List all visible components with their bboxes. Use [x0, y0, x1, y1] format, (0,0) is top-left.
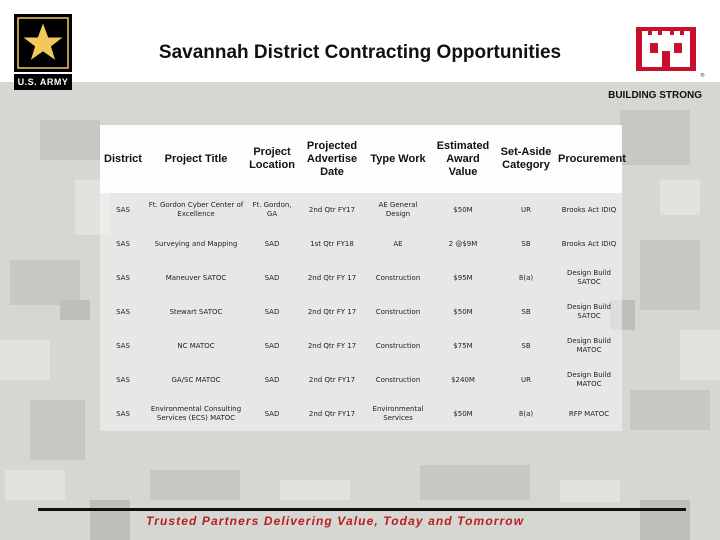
footer-divider [38, 508, 686, 511]
cell-procurement: RFP MATOC [568, 409, 610, 418]
cell-award-value: $240M [451, 375, 475, 384]
cell-award-value: $95M [453, 273, 473, 282]
cell-location: SAD [264, 341, 280, 350]
cell-procurement: Design Build SATOC [567, 269, 611, 286]
table-row [100, 363, 622, 397]
column-header-award-value: Estimated Award Value [430, 125, 496, 193]
cell-type-work: Construction [375, 375, 421, 384]
cell-set-aside: SB [521, 307, 531, 316]
cell-procurement: Brooks Act IDIQ [561, 239, 617, 248]
cell-type-work: Environmental Services [372, 405, 424, 422]
cell-procurement: Design Build MATOC [567, 337, 611, 354]
cell-location: SAD [264, 375, 280, 384]
cell-advertise-date: 2nd Qtr FY 17 [307, 307, 357, 316]
column-header-advertise-date: Projected Advertise Date [298, 125, 366, 193]
cell-type-work: AE General Design [378, 201, 418, 218]
cell-set-aside: UR [521, 375, 531, 384]
cell-location: Ft. Gordon, GA [252, 201, 292, 218]
cell-procurement: Brooks Act IDIQ [561, 205, 617, 214]
cell-award-value: $50M [453, 307, 473, 316]
column-header-procurement: Procurement [556, 125, 622, 193]
cell-project-title: Surveying and Mapping [154, 239, 238, 248]
cell-project-title: Maneuver SATOC [165, 273, 227, 282]
cell-advertise-date: 2nd Qtr FY17 [308, 375, 356, 384]
footer-slogan: Trusted Partners Delivering Value, Today and Tomorrow [146, 514, 525, 528]
cell-location: SAD [264, 239, 280, 248]
column-header-project-title: Project Title [146, 125, 246, 193]
header-band [0, 0, 720, 82]
cell-set-aside: 8(a) [518, 273, 534, 282]
cell-advertise-date: 2nd Qtr FY17 [308, 409, 356, 418]
cell-district: SAS [116, 307, 130, 316]
column-header-set-aside: Set-Aside Category [496, 125, 556, 193]
cell-project-title: Ft. Gordon Cyber Center of Excellence [148, 201, 244, 218]
usace-castle-logo [636, 27, 704, 78]
tagline: BUILDING STRONG [608, 90, 702, 101]
table-header-row [100, 125, 622, 193]
cell-district: SAS [116, 239, 130, 248]
army-logo-text: U.S. ARMY [14, 74, 72, 90]
cell-project-title: Stewart SATOC [169, 307, 223, 316]
cell-district: SAS [116, 341, 130, 350]
cell-district: SAS [116, 409, 130, 418]
cell-district: SAS [116, 273, 130, 282]
table-row [100, 227, 622, 261]
registered-mark: ® [700, 73, 705, 79]
cell-advertise-date: 2nd Qtr FY 17 [307, 273, 357, 282]
cell-advertise-date: 1st Qtr FY18 [310, 239, 354, 248]
column-header-type-work: Type Work [366, 125, 430, 193]
cell-procurement: Design Build MATOC [567, 371, 611, 388]
column-header-project-location: Project Location [246, 125, 298, 193]
cell-procurement: Design Build SATOC [567, 303, 611, 320]
cell-type-work: Construction [375, 341, 421, 350]
cell-district: SAS [116, 205, 130, 214]
cell-award-value: $50M [453, 409, 473, 418]
cell-project-title: GA/SC MATOC [171, 375, 221, 384]
cell-advertise-date: 2nd Qtr FY 17 [307, 341, 357, 350]
cell-district: SAS [116, 375, 130, 384]
cell-type-work: AE [393, 239, 403, 248]
table-row [100, 261, 622, 295]
cell-set-aside: SB [521, 239, 531, 248]
cell-project-title: Environmental Consulting Services (ECS) MATOC [150, 405, 242, 422]
cell-set-aside: SB [521, 341, 531, 350]
opportunities-table [100, 125, 626, 431]
cell-project-title: NC MATOC [177, 341, 215, 350]
cell-location: SAD [264, 273, 280, 282]
table-row [100, 397, 622, 431]
cell-type-work: Construction [375, 273, 421, 282]
cell-set-aside: 8(a) [518, 409, 534, 418]
table-row [100, 329, 622, 363]
cell-type-work: Construction [375, 307, 421, 316]
cell-award-value: $75M [453, 341, 473, 350]
page-title: Savannah District Contracting Opportunities [158, 42, 562, 63]
column-header-district: District [100, 125, 146, 193]
cell-location: SAD [264, 409, 280, 418]
cell-award-value: 2 @$9M [448, 239, 478, 248]
cell-location: SAD [264, 307, 280, 316]
cell-advertise-date: 2nd Qtr FY17 [308, 205, 356, 214]
table-row [100, 295, 622, 329]
table-row [100, 193, 622, 227]
cell-award-value: $50M [453, 205, 473, 214]
cell-set-aside: UR [521, 205, 531, 214]
